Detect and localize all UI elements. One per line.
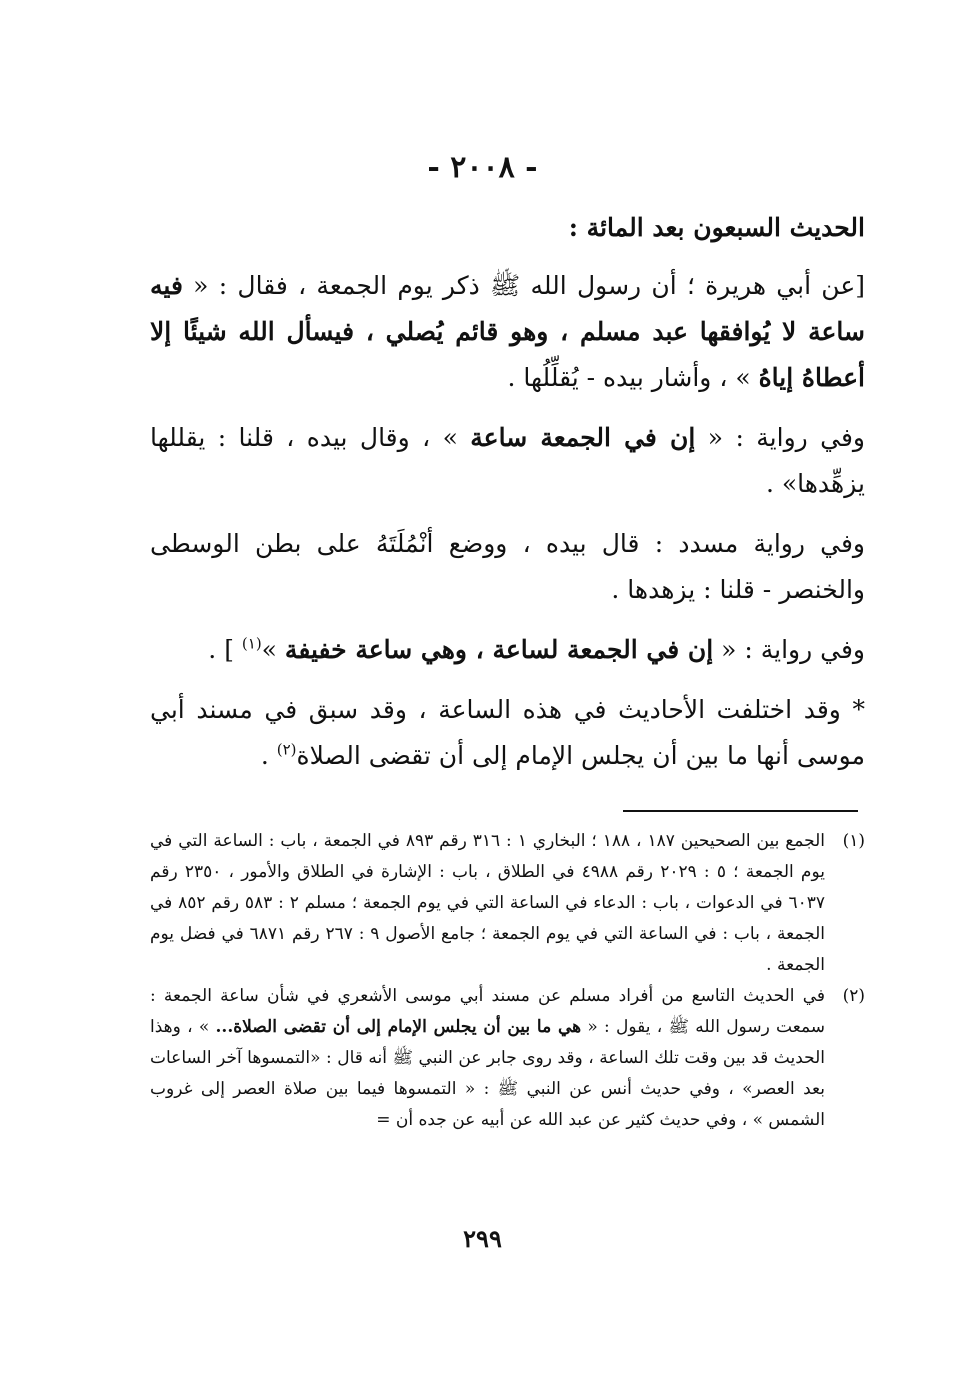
paragraph-2-end: » ، وقال بيده ، قلنا : يقللها يزهِّدها» .: [150, 423, 865, 498]
footnote-2: [150, 981, 865, 1136]
footnote-1-number: (١): [842, 831, 865, 851]
paragraph-4-intro: وفي رواية : «: [713, 635, 865, 664]
paragraph-1: [150, 263, 865, 401]
footnote-2-text: [150, 981, 825, 1136]
paragraph-5-end: .: [260, 741, 277, 770]
footnote-ref-2[interactable]: (٢): [276, 740, 297, 759]
footnote-1-text: الجمع بين الصحيحين ١٨٧ ، ١٨٨ ؛ البخاري ١ : ٣١٦ رقم ٨٩٣ في الجمعة ، باب : الساعة التي في يوم الجمعة ؛ ٥ : ٢٠٢٩ رقم ٤٩٨٨ في الطلاق ، باب : الإشارة في الطلاق والأمور ، ٢٣٥٠ رقم ٦٠٣٧ في الدعوات ، باب : الدعاء في الساعة التي في يوم الجمعة ؛ مسلم ٢ : ٥٨٣ رقم ٨٥٢ في الجمعة ، باب : في الساعة التي في يوم الجمعة ؛ جامع الأصول ٩ : ٢٦٧ رقم ٦٨٧١ في فضل يوم الجمعة .: [150, 831, 826, 975]
paragraph-4-quote: إن في الجمعة لساعة ، وهي ساعة خفيفة: [284, 635, 714, 664]
footnote-2-rest: » ، وهذا الحديث قد بين وقت تلك الساعة ، وقد روى جابر عن النبي ﷺ أنه قال : «التمسوها آخر الساعات بعد العصر» ، وفي حديث أنس عن النبي ﷺ : « التمسوها فيما بين صلاة العصر إلى غروب الشمس » ، وفي حديث كثير عن عبد الله عن أبيه عن جده أن =: [150, 1017, 825, 1130]
footnote-2-quote: هي ما بين أن يجلس الإمام إلى أن تقضى الصلاة...: [215, 1017, 582, 1037]
main-text: [150, 205, 865, 793]
paragraph-4-end: ] .: [208, 635, 242, 664]
footnote-2-number: (٢): [842, 986, 865, 1006]
paragraph-1-end: » ، وأشار بيده - يُقلِّلُها .: [507, 363, 759, 392]
footnote-ref-1[interactable]: (١): [241, 634, 262, 653]
paragraph-3: وفي رواية مسدد : قال بيده ، ووضع أنْمُلَتَهُ على بطن الوسطى والخنصر - قلنا : يزهدها .: [150, 529, 865, 604]
footnotes: [150, 826, 865, 1136]
footnote-1: [150, 826, 865, 981]
paragraph-1-quote: فيه ساعة لا يُوافقها عبد مسلم ، وهو قائم يُصلي ، فيسأل الله شيئًا إلا أعطاهُ إياهُ: [150, 271, 865, 392]
footnote-2-intro: في الحديث التاسع من أفراد مسلم عن مسند أبي موسى الأشعري في شأن ساعة الجمعة : سمعت رسول الله ﷺ ، يقول : «: [150, 986, 826, 1037]
footnote-separator: [623, 810, 858, 812]
paragraph-2-intro: وفي رواية : «: [695, 423, 865, 452]
hadith-number: - ٢٠٠٨ -: [427, 150, 538, 185]
paragraph-5: [150, 687, 865, 779]
paragraph-4: [150, 627, 865, 673]
paragraph-1-intro: [عن أبي هريرة ؛ أن رسول الله ﷺ ذكر يوم الجمعة ، فقال : «: [182, 271, 865, 300]
paragraph-4-close: »: [261, 635, 285, 664]
paragraph-2-quote: إن في الجمعة ساعة: [470, 423, 696, 452]
paragraph-2: [150, 415, 865, 507]
section-title: الحديث السبعون بعد المائة :: [568, 213, 865, 242]
paragraph-5-text: * وقد اختلفت الأحاديث في هذه الساعة ، وقد سبق في مسند أبي موسى أنها ما بين أن يجلس الإمام إلى أن تقضى الصلاة: [150, 695, 865, 770]
page-number: ٢٩٩: [463, 1224, 502, 1253]
